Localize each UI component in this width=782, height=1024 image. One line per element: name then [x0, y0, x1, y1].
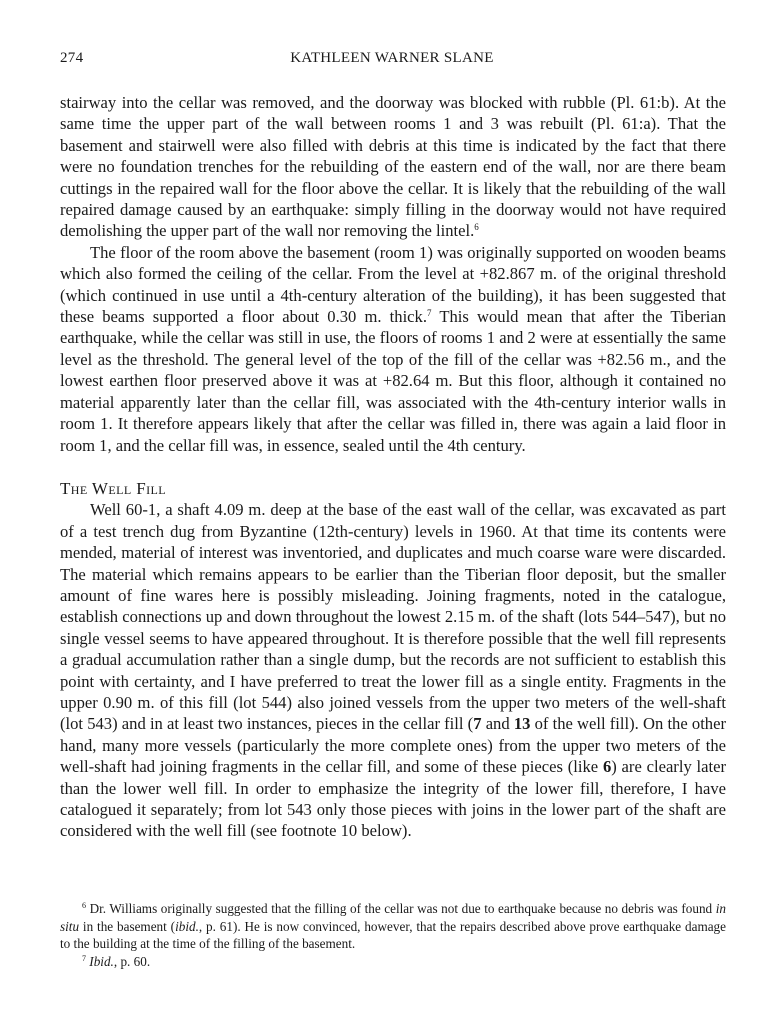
- main-text: [60, 92, 726, 842]
- footnote-ref-7: 7: [427, 308, 432, 319]
- footnotes: [60, 900, 726, 970]
- footnote-number: 7: [82, 953, 86, 963]
- section-heading: The Well Fill: [60, 478, 166, 498]
- paragraph-text: and: [481, 714, 514, 734]
- footnote-text: Dr. Williams originally suggested that the filling of the cellar was not due to earthquake because no debris was found: [86, 901, 716, 916]
- paragraph-text: stairway into the cellar was removed, and the doorway was blocked with rubble (Pl. 61:b). At the same time the upper part of the wall between rooms 1 and 3 was rebuilt (Pl. 61:a). That the basement and stairwell were also filled with debris at this time is indicated by the fact that there were no foundation trenches for the rebuilding of the eastern end of the wall, nor are there beam cuttings in the repaired wall for the floor above the cellar. It is likely that the rebuilding of the wall repaired damage caused by an earthquake: simply filling in the doorway would not have required demolishing the upper part of the wall nor removing the lintel.: [60, 93, 726, 241]
- paragraph-text: ) are clearly later than the lower well fill. In order to emphasize the integrity of the lower fill, therefore, I have catalogued it separately; from lot 543 only those pieces with joins in the lower part of the shaft are considered with the well fill (see footnote 10 below).: [60, 757, 726, 841]
- footnote-italic: ibid.: [175, 918, 199, 934]
- paragraph-2: [60, 242, 726, 456]
- paragraph-1: [60, 92, 726, 242]
- catalogue-number: 13: [513, 714, 531, 734]
- running-head: KATHLEEN WARNER SLANE: [290, 50, 494, 66]
- footnote-ref-6: 6: [474, 222, 479, 233]
- paragraph-3: [60, 499, 726, 842]
- page-number: 274: [60, 50, 84, 66]
- paragraph-text: The floor of the room above the basement (room 1) was originally supported on wooden beams which also formed the ceiling of the cellar. From the level at +82.867 m. of the original threshold (which continued in use until a 4th-century alteration of the building), it has been suggested that these beams supported a floor about 0.30 m. thick.: [60, 242, 726, 327]
- page-header: [60, 50, 724, 74]
- catalogue-number: 7: [473, 714, 482, 734]
- footnote-text: , p. 61). He is now convinced, however, that the repairs described above prove earthquake damage to the building at the time of the filling of the basement.: [60, 918, 727, 951]
- footnote-7: [60, 953, 726, 971]
- catalogue-number: 6: [602, 757, 612, 777]
- footnote-italic: in situ: [60, 901, 726, 934]
- footnote-text: , p. 60.: [113, 953, 151, 969]
- paragraph-text: This would mean that after the Tiberian earthquake, while the cellar was still in use, the floors of rooms 1 and 2 were at essentially the same level as the threshold. The general level of the top of the fill of the cellar was +82.56 m., and the lowest earthen floor preserved above it was at +82.64 m. But this floor, although it contained no material apparently later than the cellar fill, was associated with the 4th-century interior walls in room 1. It therefore appears likely that after the cellar was filled in, there was again a laid floor in room 1, and the cellar fill was, in essence, sealed until the 4th century.: [60, 307, 726, 455]
- footnote-number: 6: [82, 901, 86, 910]
- paragraph-text: Well 60-1, a shaft 4.09 m. deep at the base of the east wall of the cellar, was excavated as part of a test trench dug from Byzantine (12th-century) levels in 1960. At that time its contents were mended, material of interest was inventoried, and duplicates and much coarse ware were discarded. The material which remains appears to be earlier than the Tiberian floor deposit, but the smaller amount of fine wares here is possibly misleading. Joining fragments, noted in the catalogue, establish connections up and down throughout the lowest 2.15 m. of the shaft (lots 544–547), but no single vessel seems to have appeared throughout. It is therefore possible that the well fill represents a gradual accumulation rather than a single dump, but the records are not sufficient to establish this point with certainty, and I have preferred to treat the lower fill as a single entity. Fragments in the upper 0.90 m. of this fill (lot 544) also joined vessels from the upper two meters of the well-shaft (lot 543) and in at least two instances, pieces in the cellar fill (: [60, 500, 726, 734]
- footnote-text: in the basement (: [79, 918, 176, 934]
- paragraph-text: of the well fill). On the other hand, many more vessels (particularly the more complete ones) from the upper two meters of the well-shaft had joining fragments in the cellar fill, and some of these pieces (like: [60, 714, 726, 777]
- footnote-italic: Ibid.: [89, 953, 114, 969]
- footnote-6: [60, 900, 726, 953]
